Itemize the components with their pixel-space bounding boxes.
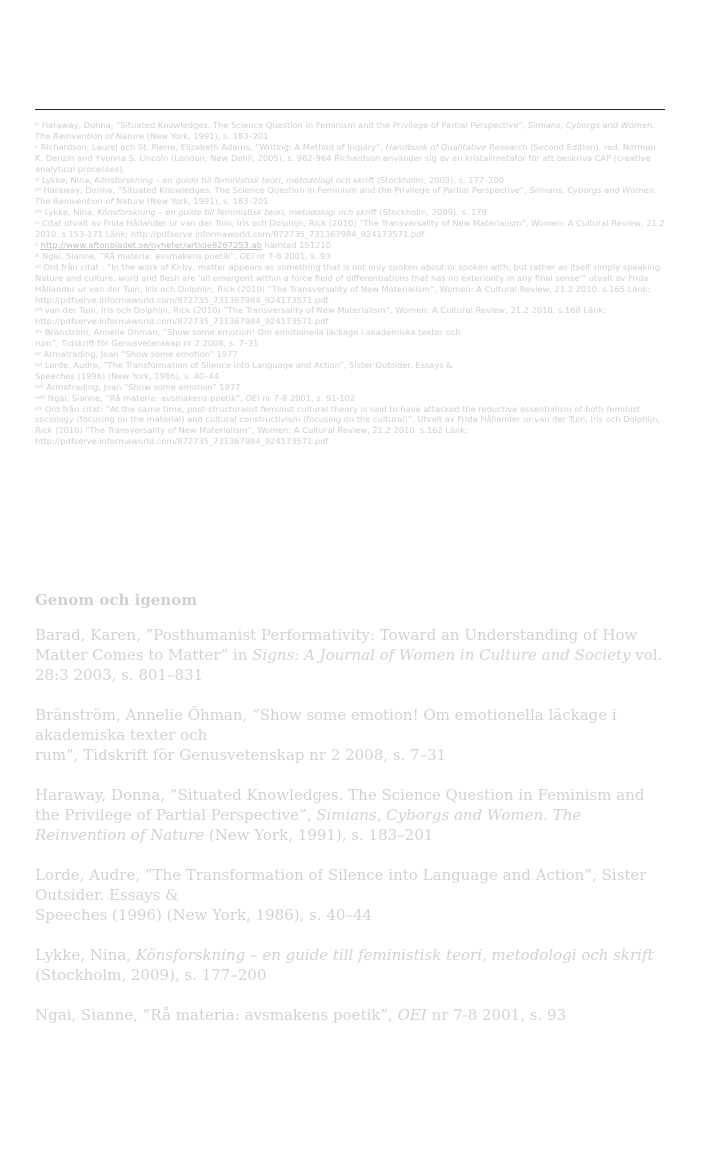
footnote: $^{xv}$ Armatrading, Joan ”Show some emotion” 1977 [35,349,238,360]
footnote: $^v$ Richardson, Laurel och St. Pierre, Elizabeth Adams, ”Writing: A Method of Inquiry”, Handbook of Qualitative Research (Second Edition), red. Norman K. Denzin and Yvonna S. Lincoln (London; New Dehli, 2005), s. 962-964 Richardson använder sig av en kristallmetafor för att beskriva CAP (creative analytical processes). [35,141,656,174]
footnote: $^{viii}$ Lykke, Nina, Könsforskning – en guide till feministisk teori, metodologi och skrift (Stockholm, 2009), s. 179 [35,207,487,218]
footnote-marker: viii [35,209,43,216]
footnote: $^{xvi}$ Lorde, Audre, ”The Transformation of Silence into Language and Action”, Sister Outsider. Essays & Speeches (1996) (New York, 1986), s. 40–44 [35,359,453,381]
footnote: $^{xiv}$ Bränström, Annelie Öhman, ”Show some emotion! Om emotionella läckage i akademiska texter och rum”, Tidskrift för Genusvetenskap nr 2 2008, s. 7–31 [35,327,461,349]
bibliography-entry: Lorde, Audre, ”The Transformation of Silence into Language and Action”, Sister Outsider. Essays & Speeches (1996) (New York, 1986), s. 40–44 [35,866,647,924]
footnote-marker: xvi [35,361,43,368]
footnote-marker: xiv [35,329,43,336]
footnote: $^{iii}$ Haraway, Donna, ”Situated Knowledges. The Science Question in Feminism and the Privilege of Partial Perspective”, Simians, Cyborgs and Women. The Reinvention of Nature (New York, 1991), s. 183–201 [35,120,656,141]
footnote-marker: vi [35,176,40,183]
footnote: $^{xi}$ Ngai, Sianne, ”Rå materia: avsmakens poetik”, OEI nr 7-8 2001, s. 93 [35,250,331,261]
footnote: $^{ix}$ Citat utvalt av Frida Hållander ur van der Tuin, Iris och Dolphijn, Rick (2010) ”The Transversality of New Materialism”, Women: A Cultural Review, 21.2 2010. s.153-171 Länk: http://pdfserve.informaworld.com/872735_731367984_924173571.pdf [35,218,665,240]
bibliography-entry: Bränström, Annelie Öhman, ”Show some emotion! Om emotionella läckage i akademiska texter och rum”, Tidskrift för Genusvetenskap nr 2 2008, s. 7–31 [35,706,617,764]
footnote: $^{xviii}$ Ngai, Sianne, ”Rå materia: avsmakens poetik”, OEI nr 7-8 2001, s. 91-102 [35,392,356,403]
footnote-marker: ix [35,220,40,227]
footnote: $^x$ http://www.aftonbladet.se/nyheter/article8267253.ab hämtad 151210 [35,239,331,250]
footnote: $^{xix}$ Ord från citat: ”At the same time, post-structuralist feminist cultural theory is said to have attacked the reductive essentialism of both feminist sociology (focusing on the material) and cultural constructivism (focusing on the cultural)”. Utvalt av Frida Hållander ur van der Tuin, Iris och Dolphijn, Rick (2010) ”The Transversality of New Materialism”, Women: A Cultural Review, 21.2 2010. s.162 Länk: http://pdfserve.informaworld.com/872735_731367984_924173571.pdf [35,403,660,447]
footnote-marker: v [35,143,38,150]
footnote-marker: xviii [35,394,46,401]
footnote: $^{xiii}$ van der Tuin, Iris och Dolphijn, Rick (2010) ”The Transversality of New Materialism”, Women: A Cultural Review, 21.2 2010. s.168 Länk: http://pdfserve.informaworld.com/872735_731367984_924173571.pdf [35,305,606,327]
footnote-marker: xii [35,263,41,270]
footnote: $^{vi}$ Lykke, Nina, Könsforskning – en guide till feministisk teori, metodologi och skrift (Stockholm, 2009), s. 177–200 [35,174,505,185]
footnote-marker: xix [35,405,43,412]
footnote: $^{xvii}$ Armatrading, Joan ”Show some emotion” 1977 [35,381,241,392]
footnote-link[interactable]: http://www.aftonbladet.se/nyheter/article8267253.ab [40,239,262,250]
footnote-marker: xvii [35,383,44,390]
bibliography-list [35,625,665,1045]
footnote-marker: xiii [35,307,43,314]
footnote-marker: x [35,241,38,248]
footnotes-list [35,120,665,447]
footnote-marker: xv [35,351,41,358]
bibliography-entry: Lykke, Nina, Könsforskning – en guide till feministisk teori, metodologi och skrift (Stockholm, 2009), s. 177–200 [35,946,654,984]
footnote-marker: vii [35,187,41,194]
bibliography-entry: Barad, Karen, ”Posthumanist Performativity: Toward an Understanding of How Matter Comes to Matter” in Signs: A Journal of Women in Culture and Society vol. 28:3 2003, s. 801–831 [35,626,663,684]
footnote-separator [35,109,665,110]
footnote-marker: iii [35,122,40,128]
footnote: $^{xii}$ Ord från citat : ”In the work of Kirby, matter appears as something that is not only spoken about or spoken with, but rather as itself simply speaking. Nature and culture, word and flesh are 'all emergent within a force field of differentiations that has no exteriority in any final sense'” utvalt av Frida Hållander ur van der Tuin, Iris och Dolphijn, Rick (2010) ”The Transversality of New Materialism”, Women: A Cultural Review, 21.2 2010. s.165 Länk: http://pdfserve.informaworld.com/872735_731367984_924173571.pdf [35,261,663,305]
footnote-marker: xi [35,252,40,259]
footnote: $^{vii}$ Haraway, Donna, ”Situated Knowledges. The Science Question in Feminism and the Privilege of Partial Perspective”, Simians, Cyborgs and Women. The Reinvention of Nature (New York, 1991), s. 183–201 [35,185,657,207]
bibliography-entry: Haraway, Donna, ”Situated Knowledges. The Science Question in Feminism and the Privilege of Partial Perspective”, Simians, Cyborgs and Women. The Reinvention of Nature (New York, 1991), s. 183–201 [35,786,645,844]
section-heading: Genom och igenom [35,591,198,609]
bibliography-entry: Ngai, Sianne, ”Rå materia: avsmakens poetik”, OEI nr 7-8 2001, s. 93 [35,1006,567,1024]
